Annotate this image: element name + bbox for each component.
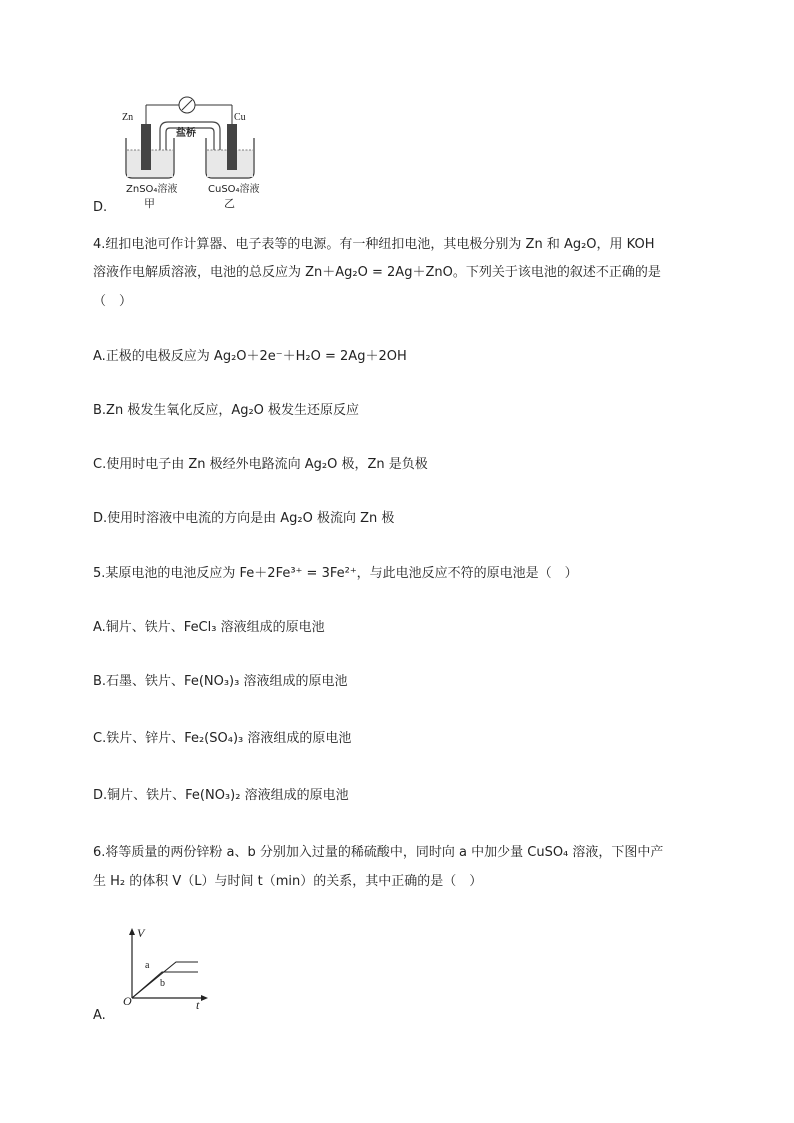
curve-b-label: b — [160, 978, 165, 989]
y-axis-label: V — [137, 926, 145, 940]
q4-option-d: D.使用时溶液中电流的方向是由 Ag₂O 极流向 Zn 极 — [93, 511, 395, 526]
y-axis-arrow — [129, 928, 135, 935]
beaker-jia-label: 甲 — [144, 197, 155, 210]
galvanic-cell-figure — [120, 92, 280, 214]
znso4-label: ZnSO₄溶液 — [126, 184, 178, 195]
cu-label: Cu — [234, 112, 246, 123]
zn-label: Zn — [122, 112, 134, 123]
q5-option-d: D.铜片、铁片、Fe(NO₃)₂ 溶液组成的原电池 — [93, 788, 349, 803]
salt-bridge-label: 盐桥 — [176, 128, 196, 139]
q4-option-c: C.使用时电子由 Zn 极经外电路流向 Ag₂O 极，Zn 是负极 — [93, 457, 428, 472]
graph-a — [118, 924, 218, 1016]
x-axis-arrow — [201, 995, 208, 1001]
q4-option-b: B.Zn 极发生氧化反应，Ag₂O 极发生还原反应 — [93, 403, 360, 418]
q5-stem: 5.某原电池的电池反应为 Fe＋2Fe³⁺ = 3Fe²⁺，与此电池反应不符的原电池是（ ） — [93, 566, 578, 581]
zn-electrode — [141, 124, 151, 170]
beaker-yi-label: 乙 — [224, 197, 235, 210]
cu-electrode — [227, 124, 237, 170]
q4-stem-line3: （ ） — [93, 294, 133, 309]
option-d-label: D. — [93, 200, 108, 215]
q4-stem-line2: 溶液作电解质溶液，电池的总反应为 Zn＋Ag₂O = 2Ag＋ZnO。下列关于该电池的叙述不正确的是 — [93, 265, 661, 280]
q4-stem-line1: 4.纽扣电池可作计算器、电子表等的电源。有一种纽扣电池，其电极分别为 Zn 和 Ag₂O，用 KOH — [93, 237, 655, 252]
x-axis-label: t — [196, 998, 200, 1012]
q5-option-b: B.石墨、铁片、Fe(NO₃)₃ 溶液组成的原电池 — [93, 674, 348, 689]
cuso4-label: CuSO₄溶液 — [208, 184, 260, 195]
curve-a — [132, 972, 198, 998]
q6-stem-line2: 生 H₂ 的体积 V（L）与时间 t（min）的关系，其中正确的是（ ） — [93, 874, 483, 889]
q4-option-a: A.正极的电极反应为 Ag₂O＋2e⁻＋H₂O = 2Ag＋2OH — [93, 349, 407, 364]
curve-b — [132, 962, 198, 998]
q6-stem-line1: 6.将等质量的两份锌粉 a、b 分别加入过量的稀硫酸中，同时向 a 中加少量 CuSO₄ 溶液，下图中产 — [93, 845, 664, 860]
q5-option-a: A.铜片、铁片、FeCl₃ 溶液组成的原电池 — [93, 620, 325, 635]
curve-a-label: a — [145, 960, 150, 971]
origin-label: O — [123, 994, 132, 1008]
q5-option-c: C.铁片、锌片、Fe₂(SO₄)₃ 溶液组成的原电池 — [93, 731, 352, 746]
graph-a-svg — [118, 924, 218, 1016]
option-a-label: A. — [93, 1008, 106, 1023]
